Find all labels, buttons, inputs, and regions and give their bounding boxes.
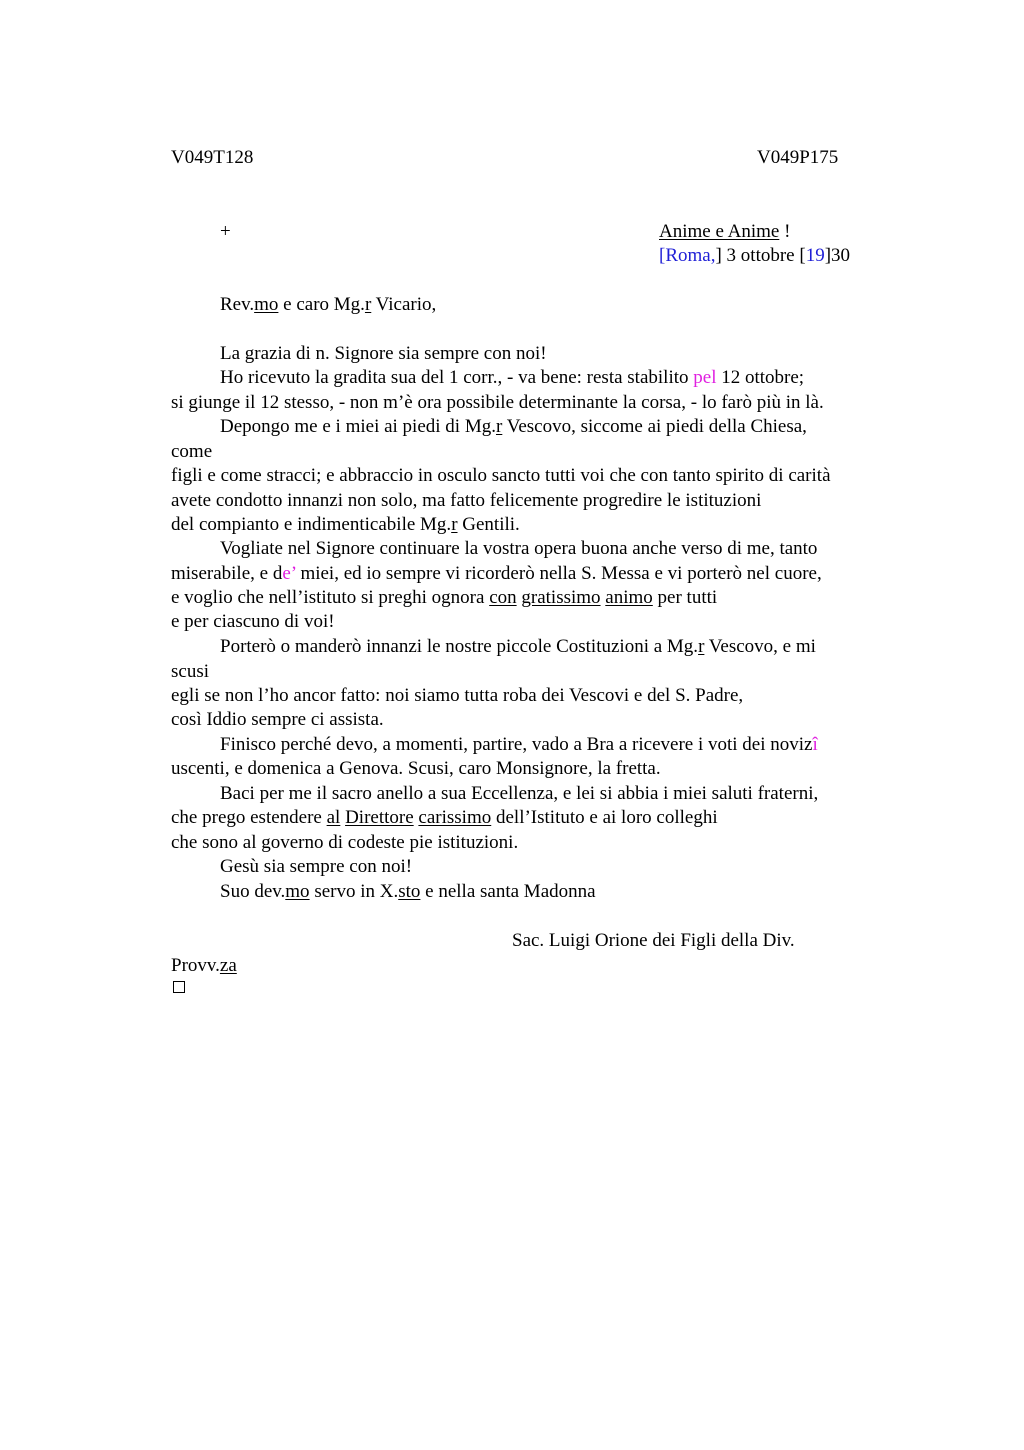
abbrev: mo (285, 881, 310, 902)
body-line-7: avete condotto innanzi non solo, ma fatto felicemente progredire le istituzioni (171, 490, 762, 511)
editorial-mark: pel (693, 367, 717, 388)
body-line-4 (220, 415, 807, 439)
body-line-23 (220, 880, 596, 904)
body-line-17 (220, 733, 818, 757)
body-line-8 (171, 513, 520, 537)
text-run: miei, ed io sempre vi ricorderò nella S. Messa e vi porterò nel cuore, (295, 563, 822, 584)
salutation-part: e caro Mg. (278, 294, 365, 315)
body-line-15: egli se non l’ho ancor fatto: noi siamo tutta roba dei Vescovi e del S. Padre, (171, 685, 744, 706)
body-line-2 (220, 366, 804, 390)
text-run: Depongo me e i miei ai piedi di Mg. (220, 416, 496, 437)
body-line-1: La grazia di n. Signore sia sempre con noi! (220, 343, 547, 364)
text-run: Provv. (171, 955, 220, 976)
text-run: Suo dev. (220, 881, 286, 902)
text-run: Ho ricevuto la gradita sua del 1 corr., - va bene: resta stabilito (220, 367, 694, 388)
body-line-21: che sono al governo di codeste pie istituzioni. (171, 832, 519, 853)
body-line-9: Vogliate nel Signore continuare la vostra opera buona anche verso di me, tanto (220, 538, 818, 559)
dateline-end: ]30 (824, 245, 851, 266)
text-run: dell’Istituto e ai loro colleghi (491, 807, 718, 828)
abbrev: za (219, 955, 237, 976)
text-run: servo in X. (309, 881, 399, 902)
body-line-19: Baci per me il sacro anello a sua Eccellenza, e lei si abbia i miei saluti fraterni, (220, 783, 819, 804)
dateline-place: Roma, (665, 245, 716, 266)
text-run: Vescovo, e mi (704, 636, 816, 657)
signature-line: Sac. Luigi Orione dei Figli della Div. (512, 930, 795, 951)
body-line-6: figli e come stracci; e abbraccio in osculo sancto tutti voi che con tanto spirito di carità (171, 465, 831, 486)
text-run: Vescovo, siccome ai piedi della Chiesa, (502, 416, 807, 437)
motto-text: Anime e Anime (659, 221, 780, 242)
underlined-word: carissimo (418, 807, 492, 828)
underlined-word: animo (605, 587, 653, 608)
text-run: miserabile, e d (171, 563, 283, 584)
salutation-abbrev: r (364, 294, 372, 315)
editorial-mark: î (812, 734, 818, 755)
checkbox-square-icon (173, 981, 185, 993)
motto-exclaim: ! (779, 221, 791, 242)
abbrev: r (451, 514, 458, 535)
body-line-11 (171, 586, 717, 610)
abbrev: r (495, 416, 503, 437)
header-right-code: V049P175 (757, 147, 839, 168)
body-line-18: uscenti, e domenica a Genova. Scusi, caro Monsignore, la fretta. (171, 758, 661, 779)
underlined-word: con (489, 587, 517, 608)
underlined-word: Direttore (345, 807, 414, 828)
text-run: Gentili. (457, 514, 520, 535)
text-run: per tutti (652, 587, 718, 608)
dateline (659, 244, 850, 268)
cross-symbol: + (220, 221, 231, 242)
body-line-14: scusi (171, 661, 209, 682)
body-line-16: così Iddio sempre ci assista. (171, 709, 384, 730)
dateline-century: 19 (805, 245, 825, 266)
signature-continuation (171, 954, 237, 978)
underlined-word: al (326, 807, 341, 828)
abbrev: sto (398, 881, 421, 902)
text-run: Finisco perché devo, a momenti, partire, vado a Bra a ricevere i voti dei noviz (220, 734, 813, 755)
abbrev: r (698, 636, 705, 657)
body-line-3: si giunge il 12 stesso, - non m’è ora possibile determinante la corsa, - lo farò più in là. (171, 392, 824, 413)
editorial-mark: e’ (282, 563, 296, 584)
text-run: che prego estendere (171, 807, 327, 828)
salutation-part: Rev. (220, 294, 255, 315)
salutation-abbrev: mo (254, 294, 279, 315)
dateline-mid: ] 3 ottobre [ (715, 245, 806, 266)
body-line-12: e per ciascuno di voi! (171, 611, 335, 632)
body-line-20 (171, 806, 718, 830)
motto-line (659, 220, 790, 244)
salutation (220, 293, 436, 317)
body-line-22: Gesù sia sempre con noi! (220, 856, 413, 877)
text-run: e voglio che nell’istituto si preghi ognora (171, 587, 490, 608)
body-line-10 (171, 562, 822, 586)
salutation-part: Vicario, (371, 294, 437, 315)
text-run: 12 ottobre; (716, 367, 805, 388)
text-run: e nella santa Madonna (420, 881, 596, 902)
dateline-bracket: [ (659, 245, 666, 266)
body-line-13 (220, 635, 816, 659)
header-left-code: V049T128 (171, 147, 254, 168)
body-line-5: come (171, 441, 213, 462)
text-run: del compianto e indimenticabile Mg. (171, 514, 452, 535)
underlined-word: gratissimo (521, 587, 601, 608)
text-run: Porterò o manderò innanzi le nostre piccole Costituzioni a Mg. (220, 636, 699, 657)
